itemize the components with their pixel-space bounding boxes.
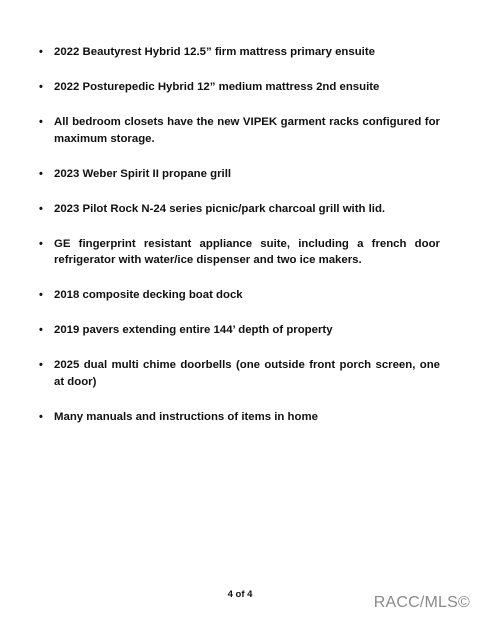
list-item — [36, 79, 440, 96]
list-item-text: 2025 dual multi chime doorbells (one outside front porch screen, one at door) — [54, 359, 440, 388]
bullet-icon: • — [39, 324, 43, 336]
list-item — [36, 236, 440, 269]
list-item-text: GE fingerprint resistant appliance suite, including a french door refrigerator with water/ice dispenser and two ice makers. — [54, 237, 440, 266]
list-item-text: 2023 Weber Spirit II propane grill — [54, 167, 232, 180]
bullet-icon: • — [39, 410, 43, 423]
list-item-text: 2019 pavers extending entire 144’ depth of property — [54, 324, 333, 336]
list-item-text: All bedroom closets have the new VIPEK garment racks configured for maximum storage. — [54, 116, 440, 145]
bullet-icon: • — [39, 81, 43, 93]
list-item — [36, 287, 440, 304]
list-item — [36, 357, 440, 390]
list-item — [36, 44, 440, 61]
list-item — [36, 322, 440, 339]
bullet-icon: • — [39, 116, 43, 128]
bullet-icon: • — [39, 289, 43, 301]
list-item — [36, 114, 440, 147]
list-item-text: 2023 Pilot Rock N-24 series picnic/park charcoal grill with lid. — [54, 202, 386, 215]
bullet-icon: • — [39, 237, 43, 250]
list-item-text: Many manuals and instructions of items in home — [54, 410, 318, 423]
bullet-icon: • — [39, 167, 43, 180]
list-item-text: 2018 composite decking boat dock — [54, 289, 243, 301]
features-list — [36, 44, 440, 444]
list-item-text: 2022 Posturepedic Hybrid 12” medium mattress 2nd ensuite — [54, 81, 380, 93]
bullet-icon: • — [39, 202, 43, 215]
list-item — [36, 166, 440, 183]
list-item — [36, 201, 440, 218]
bullet-icon: • — [39, 359, 43, 371]
list-item — [36, 409, 440, 426]
list-item-text: 2022 Beautyrest Hybrid 12.5” firm mattress primary ensuite — [54, 46, 375, 58]
bullet-icon: • — [39, 46, 43, 58]
page-number: 4 of 4 — [227, 589, 253, 600]
mls-watermark: RACC/MLS© — [373, 594, 470, 611]
